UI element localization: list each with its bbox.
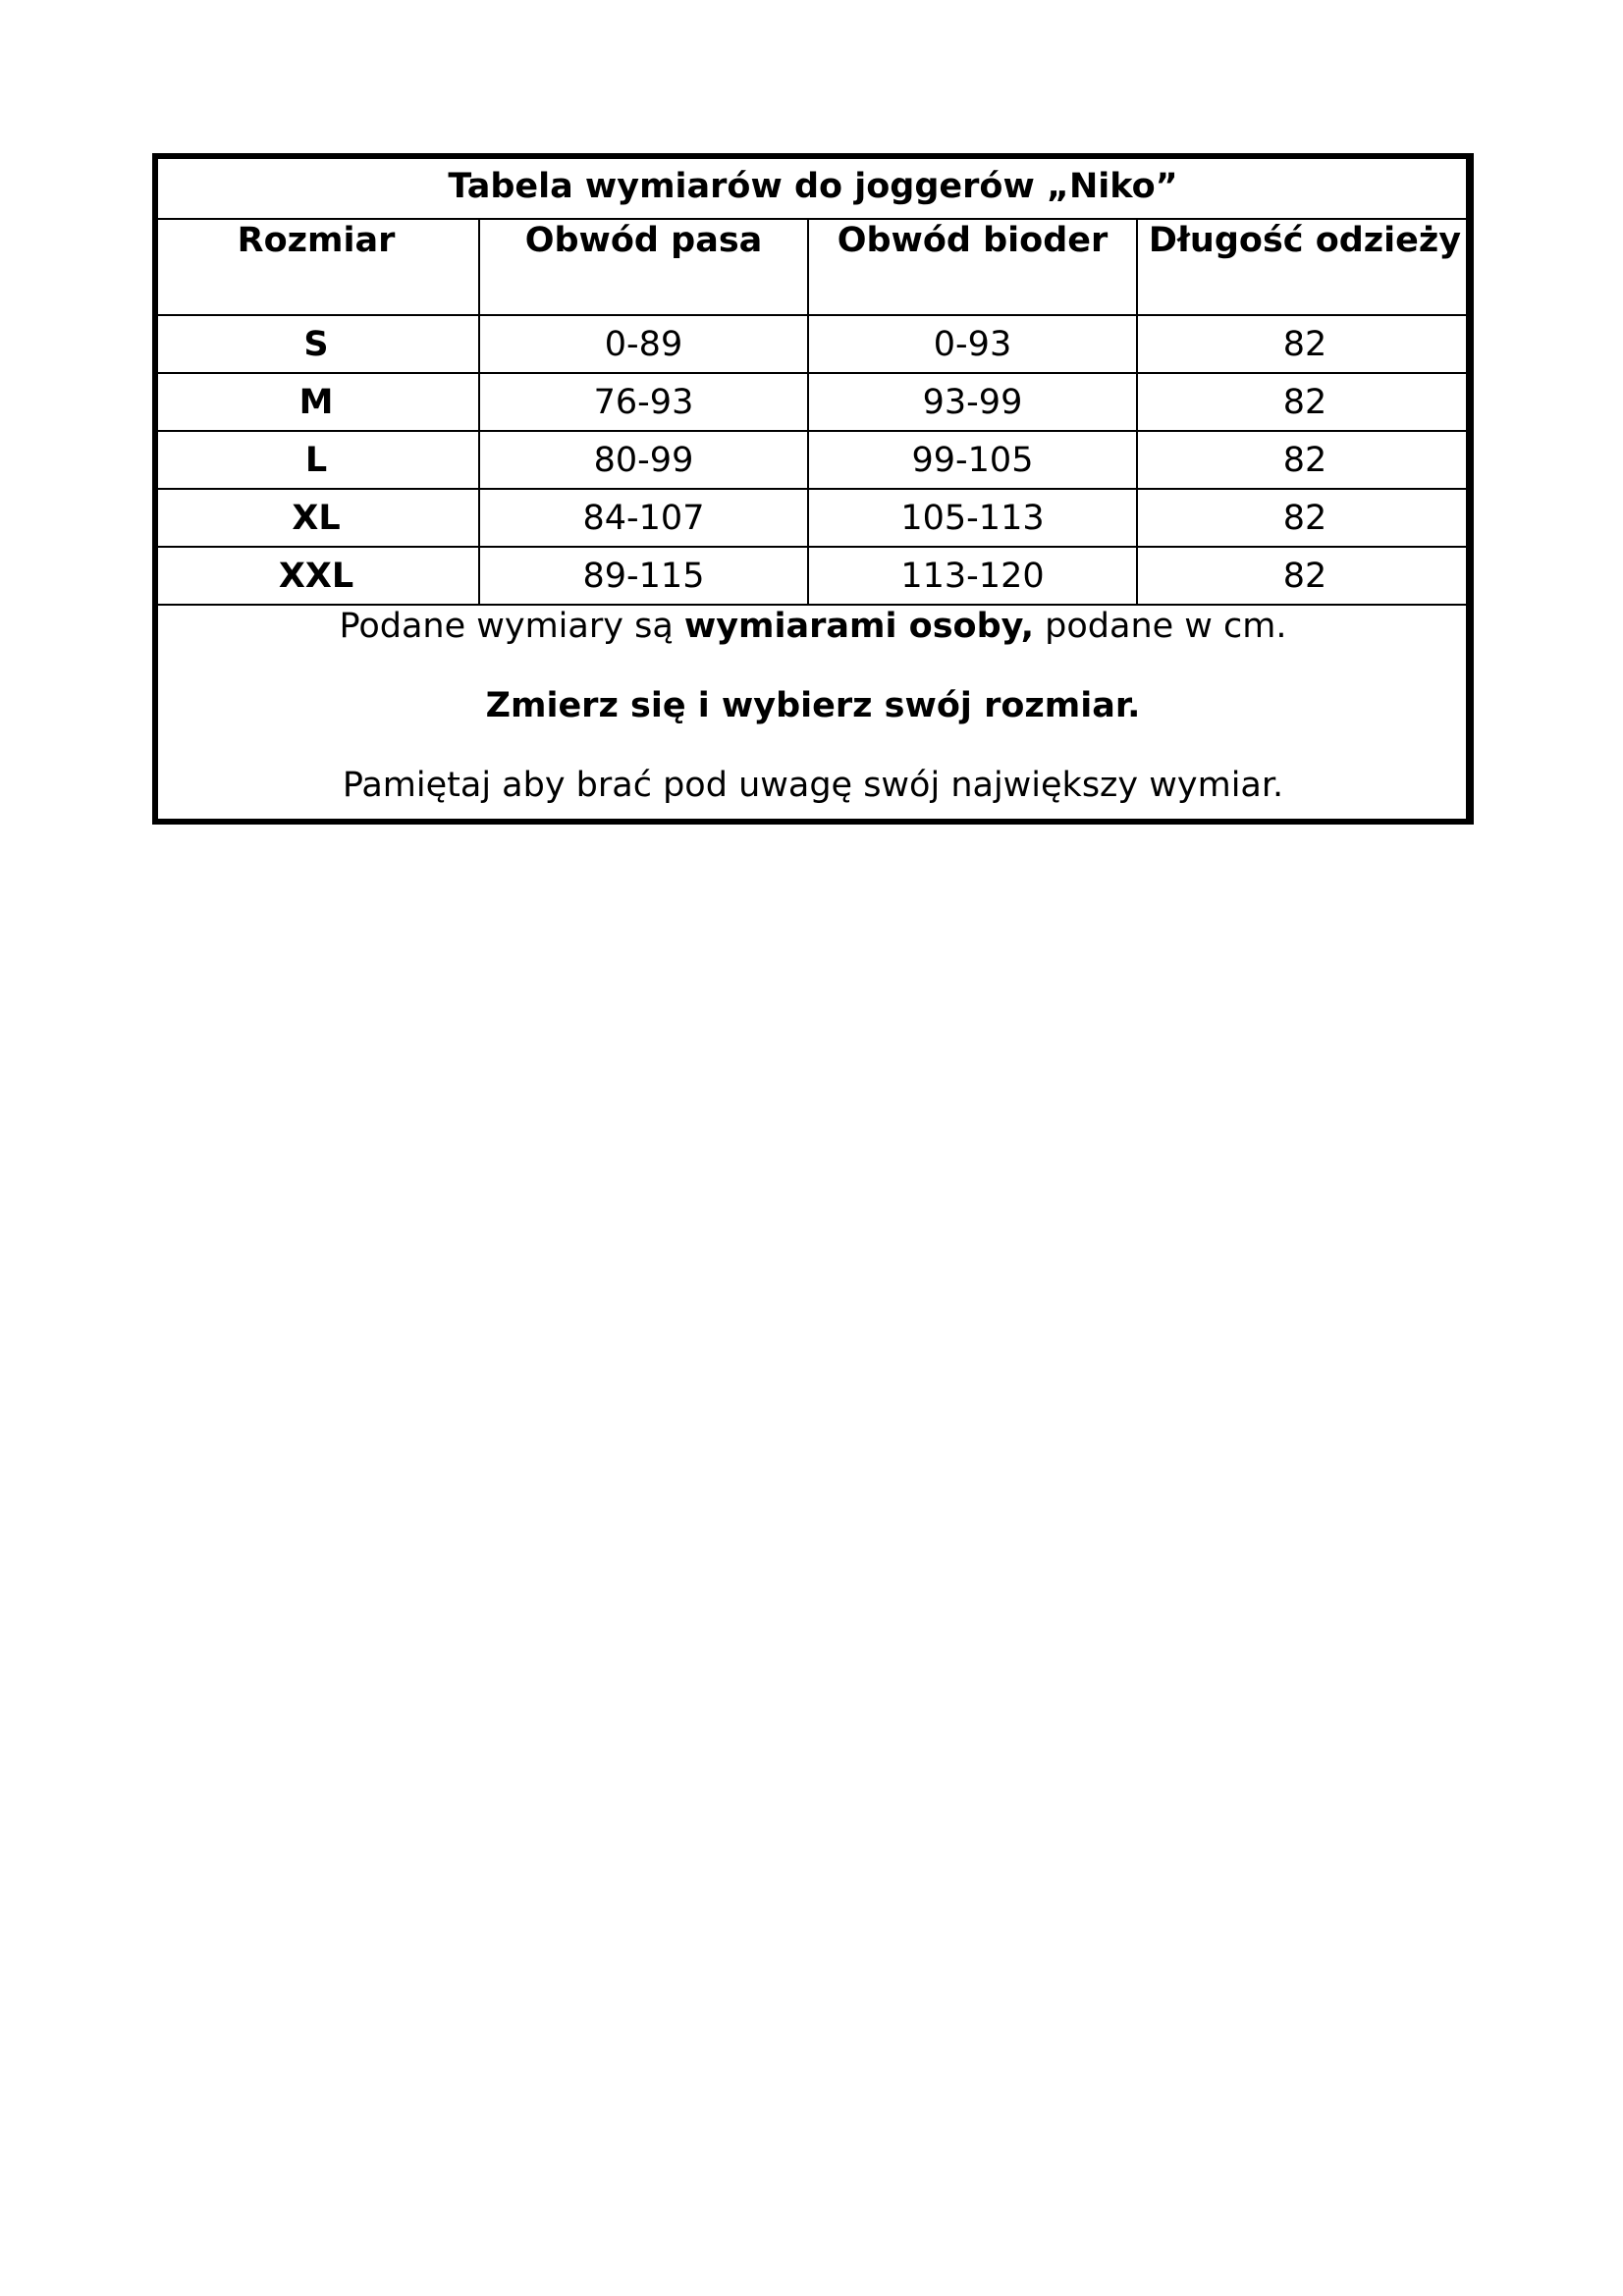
hips-cell: 113-120 xyxy=(808,547,1137,605)
waist-cell: 76-93 xyxy=(479,373,808,431)
size-cell: XXL xyxy=(153,547,479,605)
hips-cell: 0-93 xyxy=(808,315,1137,373)
length-cell: 82 xyxy=(1137,373,1473,431)
hips-cell: 105-113 xyxy=(808,489,1137,547)
waist-cell: 80-99 xyxy=(479,431,808,489)
hips-cell: 99-105 xyxy=(808,431,1137,489)
note-measurements-bold: wymiarami osoby, xyxy=(683,607,1035,646)
header-hips: Obwód bioder xyxy=(808,219,1137,315)
header-size: Rozmiar xyxy=(153,219,479,315)
size-cell: XL xyxy=(153,489,479,547)
table-title: Tabela wymiarów do joggerów „Niko” xyxy=(153,154,1473,219)
waist-cell: 89-115 xyxy=(479,547,808,605)
size-cell: S xyxy=(153,315,479,373)
length-cell: 82 xyxy=(1137,489,1473,547)
hips-cell: 93-99 xyxy=(808,373,1137,431)
size-cell: L xyxy=(153,431,479,489)
waist-cell: 0-89 xyxy=(479,315,808,373)
length-cell: 82 xyxy=(1137,315,1473,373)
header-waist: Obwód pasa xyxy=(479,219,808,315)
table-outer-border xyxy=(152,153,1472,825)
note-measure-yourself: Zmierz się i wybierz swój rozmiar. xyxy=(485,686,1141,725)
length-cell: 82 xyxy=(1137,431,1473,489)
size-cell: M xyxy=(153,373,479,431)
note-measurements-suffix: podane w cm. xyxy=(1034,607,1287,646)
length-cell: 82 xyxy=(1137,547,1473,605)
header-length: Długość odzieży xyxy=(1137,219,1473,315)
waist-cell: 84-107 xyxy=(479,489,808,547)
note-measurements-prefix: Podane wymiary są xyxy=(339,607,684,646)
note-largest-measurement: Pamiętaj aby brać pod uwagę swój największy wymiar. xyxy=(342,766,1284,805)
